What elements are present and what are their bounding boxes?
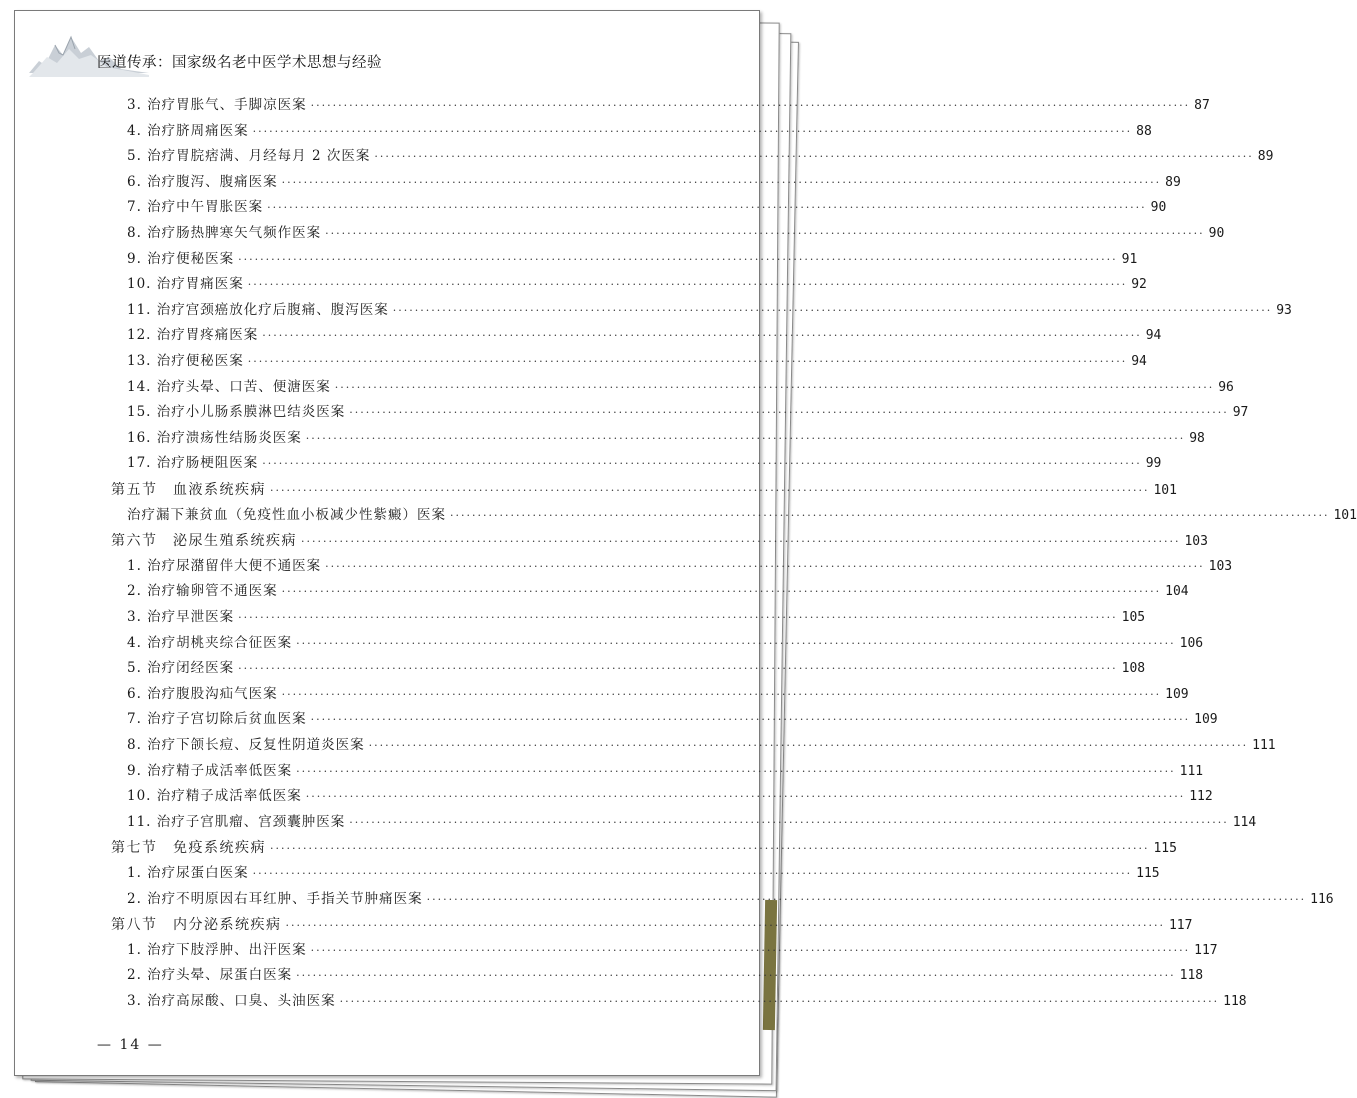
toc-entry-title: 14. 治疗头晕、口苦、便溏医案	[127, 378, 331, 395]
leader-dots: ································································································································································	[310, 713, 1191, 727]
toc-entry-page: 90	[1150, 200, 1167, 216]
toc-entry	[127, 965, 1204, 985]
toc-entry-page: 97	[1232, 405, 1249, 421]
toc-entry-page: 104	[1165, 584, 1189, 600]
toc-entry-page: 101	[1333, 507, 1357, 523]
toc-entry-page: 94	[1145, 328, 1162, 344]
toc-entry-title: 1. 治疗尿潴留伴大便不通医案	[127, 557, 322, 574]
toc-entry-title: 第五节 血液系统疾病	[111, 481, 266, 497]
toc-entry	[127, 146, 1274, 166]
leader-dots: ································································································································································	[392, 303, 1273, 317]
toc-entry	[127, 735, 1276, 755]
leader-dots: ································································································································································	[368, 739, 1249, 752]
toc-entry-title: 10. 治疗胃痛医案	[127, 276, 244, 293]
toc-entry-title: 13. 治疗便秘医案	[127, 353, 244, 369]
document-page	[14, 10, 1357, 1076]
toc-entry-title: 2. 治疗头晕、尿蛋白医案	[127, 967, 293, 984]
toc-entry	[127, 95, 1210, 115]
toc-entry	[127, 684, 1189, 704]
toc-entry-title: 16. 治疗溃疡性结肠炎医案	[127, 429, 302, 446]
toc-section-heading	[111, 914, 1193, 934]
leader-dots: ································································································································································	[238, 662, 1118, 676]
leader-dots: ································································································································································	[339, 995, 1220, 1008]
toc-entry-page: 115	[1136, 866, 1160, 881]
toc-entry-page: 117	[1168, 918, 1193, 934]
toc-entry	[127, 889, 1334, 909]
toc-entry	[127, 325, 1162, 345]
leader-dots: ································································································································································	[374, 150, 1254, 164]
toc-entry-title: 8. 治疗肠热脾寒矢气频作医案	[127, 225, 322, 241]
toc-entry-title: 2. 治疗不明原因右耳红肿、手指关节肿痛医案	[127, 890, 423, 907]
running-header: 医道传承：国家级名老中医学术思想与经验	[97, 55, 382, 71]
leader-dots: ································································································································································	[281, 687, 1162, 701]
leader-dots: ································································································································································	[301, 535, 1181, 549]
toc-entry-page: 103	[1184, 534, 1208, 550]
toc-entry-page: 114	[1232, 814, 1257, 830]
leader-dots: ································································································································································	[262, 457, 1142, 471]
toc-entry-title: 4. 治疗胡桃夹综合征医案	[127, 634, 293, 651]
leader-dots: ································································································································································	[296, 764, 1176, 778]
toc-entry	[127, 274, 1147, 294]
toc-entry-title: 6. 治疗腹泻、腹痛医案	[127, 173, 278, 190]
leader-dots: ································································································································································	[426, 892, 1307, 906]
leader-dots: ································································································································································	[270, 842, 1150, 856]
toc-entry	[127, 786, 1213, 806]
toc-entry-page: 111	[1252, 738, 1276, 753]
toc-entry	[127, 607, 1146, 627]
toc-entry-title: 10. 治疗精子成活率低医案	[127, 788, 302, 805]
toc-entry-page: 108	[1121, 661, 1146, 677]
leader-dots: ································································································································································	[349, 815, 1229, 829]
toc-entry-page: 116	[1310, 891, 1334, 907]
toc-entry-title: 3. 治疗早泄医案	[127, 609, 235, 625]
leader-dots: ································································································································································	[281, 585, 1162, 599]
toc-entry-page: 118	[1223, 994, 1247, 1009]
toc-entry-title: 4. 治疗脐周痛医案	[127, 122, 249, 139]
toc-entry	[127, 249, 1138, 269]
toc-entry	[127, 121, 1152, 141]
toc-entry-page: 87	[1194, 98, 1210, 113]
toc-entry-title: 治疗漏下兼贫血（免疫性血小板减少性紫癜）医案	[127, 506, 446, 523]
toc-entry	[127, 197, 1167, 217]
toc-section-heading	[111, 479, 1177, 499]
toc-entry-title: 1. 治疗下肢浮肿、出汗医案	[127, 941, 307, 958]
leader-dots: ································································································································································	[450, 508, 1330, 522]
toc-entry-title: 1. 治疗尿蛋白医案	[127, 865, 249, 881]
toc-entry-page: 96	[1218, 379, 1234, 395]
toc-section-heading	[111, 837, 1177, 857]
toc-entry-page: 101	[1153, 483, 1177, 498]
toc-entry-title: 第六节 泌尿生殖系统疾病	[111, 532, 297, 549]
leader-dots: ································································································································································	[252, 867, 1133, 880]
toc-entry	[127, 761, 1204, 781]
toc-entry-title: 7. 治疗子宫切除后贫血医案	[127, 711, 307, 728]
toc-entry	[127, 709, 1218, 729]
leader-dots: ································································································································································	[238, 611, 1118, 624]
toc-entry-title: 15. 治疗小儿肠系膜淋巴结炎医案	[127, 404, 346, 421]
leader-dots: ································································································································································	[334, 380, 1215, 394]
toc-entry-page: 118	[1179, 968, 1204, 984]
toc-entry-title: 3. 治疗胃胀气、手脚凉医案	[127, 97, 307, 113]
toc-entry-title: 3. 治疗高尿酸、口臭、头油医案	[127, 993, 336, 1009]
leader-dots: ································································································································································	[296, 636, 1176, 650]
toc-entry-page: 105	[1121, 610, 1146, 625]
leader-dots: ································································································································································	[262, 329, 1142, 343]
toc-entry	[127, 402, 1249, 422]
toc-entry-title: 17. 治疗肠梗阻医案	[127, 455, 259, 472]
toc-entry	[127, 505, 1357, 525]
toc-entry-page: 94	[1131, 354, 1147, 369]
leader-dots: ································································································································································	[252, 124, 1133, 138]
toc-entry-title: 第七节 免疫系统疾病	[111, 839, 266, 856]
toc-entry-page: 92	[1131, 277, 1147, 293]
toc-entry-page: 111	[1179, 763, 1204, 779]
toc-entry-page: 103	[1208, 558, 1233, 574]
toc-entry-page: 109	[1165, 686, 1189, 702]
leader-dots: ································································································································································	[270, 484, 1150, 497]
leader-dots: ································································································································································	[325, 227, 1205, 240]
leader-dots: ································································································································································	[296, 969, 1176, 983]
toc-entry-page: 115	[1153, 841, 1177, 857]
toc-entry-title: 9. 治疗便秘医案	[127, 250, 235, 267]
toc-entry	[127, 453, 1162, 473]
toc-entry-title: 第八节 内分泌系统疾病	[111, 916, 282, 933]
toc-entry-page: 89	[1257, 149, 1274, 165]
toc-entry-page: 88	[1136, 123, 1152, 139]
toc-entry	[127, 351, 1147, 371]
toc-entry	[127, 223, 1225, 243]
toc-entry	[127, 581, 1189, 601]
toc-entry-title: 11. 治疗子宫肌瘤、宫颈囊肿医案	[127, 813, 346, 830]
toc-entry-page: 99	[1145, 456, 1162, 472]
toc-entry	[127, 940, 1218, 960]
toc-entry-title: 8. 治疗下颌长痘、反复性阴道炎医案	[127, 737, 365, 753]
toc-entry-page: 106	[1179, 635, 1204, 651]
toc-entry-page: 93	[1276, 302, 1292, 318]
leader-dots: ································································································································································	[247, 278, 1128, 292]
leader-dots: ································································································································································	[325, 559, 1205, 573]
toc-entry-page: 89	[1165, 174, 1181, 190]
toc-entry-title: 5. 治疗闭经医案	[127, 660, 235, 677]
toc-entry-title: 5. 治疗胃脘痞满、月经每月 2 次医案	[127, 148, 371, 165]
toc-entry-page: 112	[1189, 789, 1213, 805]
leader-dots: ································································································································································	[247, 355, 1128, 368]
toc-entry-title: 9. 治疗精子成活率低医案	[127, 762, 293, 779]
leader-dots: ································································································································································	[305, 431, 1186, 445]
toc-entry-title: 6. 治疗腹股沟疝气医案	[127, 685, 278, 702]
toc-entry-title: 11. 治疗宫颈癌放化疗后腹痛、腹泻医案	[127, 301, 389, 318]
toc-entry	[127, 172, 1181, 192]
leader-dots: ································································································································································	[305, 790, 1186, 804]
toc-entry	[127, 300, 1292, 320]
toc-entry-title: 7. 治疗中午胃胀医案	[127, 199, 264, 216]
toc-entry-page: 98	[1189, 430, 1205, 446]
toc-entry	[127, 812, 1257, 832]
toc-entry-page: 109	[1194, 712, 1218, 728]
toc-entry	[127, 658, 1146, 678]
leader-dots: ································································································································································	[349, 406, 1229, 420]
toc-entry-page: 117	[1194, 942, 1218, 958]
toc-entry	[127, 428, 1205, 448]
page-number: — 14 —	[97, 1037, 164, 1053]
toc-entry	[127, 556, 1233, 576]
toc-entry	[127, 863, 1160, 883]
leader-dots: ································································································································································	[310, 99, 1191, 112]
toc-entry-page: 90	[1208, 226, 1225, 241]
leader-dots: ································································································································································	[238, 252, 1118, 266]
leader-dots: ································································································································································	[285, 919, 1165, 933]
leader-dots: ································································································································································	[267, 201, 1147, 215]
toc-entry	[127, 633, 1204, 653]
toc-entry	[127, 377, 1234, 397]
toc-entry-page: 91	[1121, 251, 1138, 267]
toc-entry-title: 12. 治疗胃疼痛医案	[127, 327, 259, 344]
toc-section-heading	[111, 530, 1208, 550]
toc-entry-title: 2. 治疗输卵管不通医案	[127, 583, 278, 600]
leader-dots: ································································································································································	[281, 175, 1162, 189]
leader-dots: ································································································································································	[310, 943, 1191, 957]
toc-entry	[127, 991, 1247, 1011]
